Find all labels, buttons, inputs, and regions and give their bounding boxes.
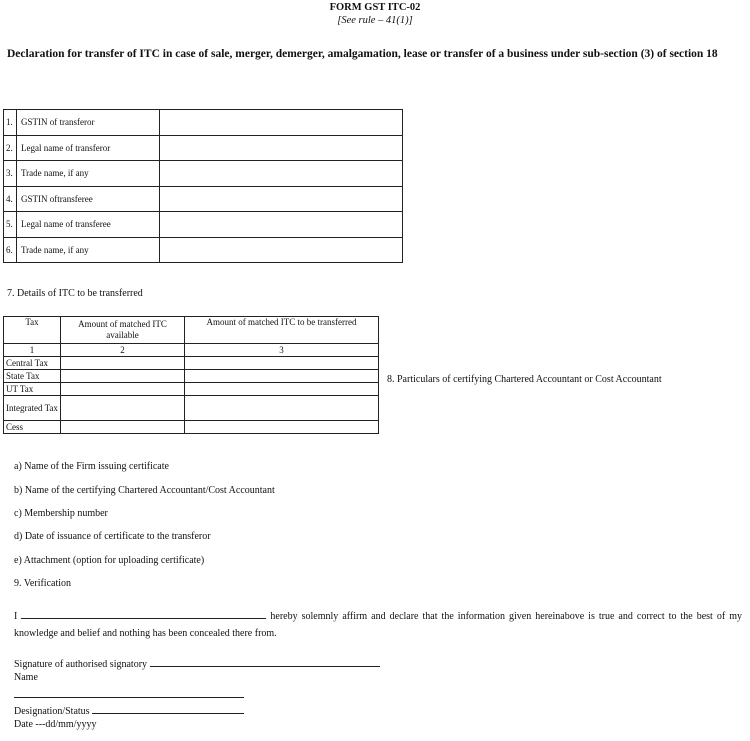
trade-name-transferee-field[interactable] bbox=[160, 237, 403, 263]
row-label: Trade name, if any bbox=[17, 161, 160, 187]
table-row bbox=[4, 135, 403, 161]
cess-transferred-field[interactable] bbox=[185, 421, 379, 434]
legal-name-transferor-field[interactable] bbox=[160, 135, 403, 161]
state-tax-available-field[interactable] bbox=[61, 370, 185, 383]
table-row bbox=[4, 396, 379, 421]
name-label: Name bbox=[14, 672, 38, 683]
legal-name-transferee-field[interactable] bbox=[160, 212, 403, 238]
column-header-available: Amount of matched ITC available bbox=[61, 317, 185, 344]
attachment-item[interactable] bbox=[14, 555, 204, 566]
ut-tax-transferred-field[interactable] bbox=[185, 383, 379, 396]
table-row bbox=[4, 370, 379, 383]
row-label: GSTIN oftransferee bbox=[17, 186, 160, 212]
designation-line bbox=[14, 703, 244, 717]
row-number: 4. bbox=[4, 186, 17, 212]
table-header-row bbox=[4, 317, 379, 344]
state-tax-transferred-field[interactable] bbox=[185, 370, 379, 383]
gstin-transferor-field[interactable] bbox=[160, 110, 403, 136]
declaration-heading: Declaration for transfer of ITC in case of sale, merger, demerger, amalgamation, lease or transfer of a business under sub-section (3) of section 18 bbox=[7, 48, 718, 60]
row-label: GSTIN of transferor bbox=[17, 110, 160, 136]
rule-reference: [See rule – 41(1)] bbox=[337, 15, 413, 26]
signature-label: Signature of authorised signatory bbox=[14, 659, 148, 670]
attachment-label: e) Attachment (option for uploading certificate) bbox=[14, 555, 205, 566]
central-tax-transferred-field[interactable] bbox=[185, 357, 379, 370]
table-row bbox=[4, 110, 403, 136]
column-number: 1 bbox=[4, 344, 61, 357]
table-row bbox=[4, 186, 403, 212]
ut-tax-available-field[interactable] bbox=[61, 383, 185, 396]
verification-prefix: I bbox=[14, 611, 18, 622]
row-label: Legal name of transferor bbox=[17, 135, 160, 161]
table-row bbox=[4, 383, 379, 396]
table-row bbox=[4, 212, 403, 238]
table-row bbox=[4, 161, 403, 187]
row-number: 3. bbox=[4, 161, 17, 187]
declarant-name-blank[interactable] bbox=[21, 608, 266, 619]
signature-blank[interactable] bbox=[150, 656, 380, 667]
table-row bbox=[4, 237, 403, 263]
verification-paragraph bbox=[14, 608, 742, 642]
row-number: 1. bbox=[4, 110, 17, 136]
signature-line bbox=[14, 656, 380, 670]
integrated-tax-available-field[interactable] bbox=[61, 396, 185, 421]
tax-type-label: State Tax bbox=[4, 370, 61, 383]
section-7-heading: 7. Details of ITC to be transferred bbox=[7, 288, 143, 299]
itc-details-table bbox=[3, 316, 379, 434]
gstin-transferee-field[interactable] bbox=[160, 186, 403, 212]
column-number: 3 bbox=[185, 344, 379, 357]
row-number: 2. bbox=[4, 135, 17, 161]
designation-label: Designation/Status bbox=[14, 706, 90, 717]
firm-name-item: a) Name of the Firm issuing certificate bbox=[14, 461, 169, 472]
tax-type-label: UT Tax bbox=[4, 383, 61, 396]
central-tax-available-field[interactable] bbox=[61, 357, 185, 370]
section-9-heading: 9. Verification bbox=[14, 578, 72, 589]
verification-text: hereby solemnly affirm and declare that the information given hereinabove is true and correct to the best of my knowledge and belief and nothing has been concealed there from. bbox=[14, 611, 742, 639]
name-blank[interactable] bbox=[14, 688, 244, 698]
trade-name-transferor-field[interactable] bbox=[160, 161, 403, 187]
column-number: 2 bbox=[61, 344, 185, 357]
row-label: Trade name, if any bbox=[17, 237, 160, 263]
row-number: 6. bbox=[4, 237, 17, 263]
transferor-transferee-table bbox=[3, 109, 403, 263]
section-8-heading: 8. Particulars of certifying Chartered Accountant or Cost Accountant bbox=[387, 374, 662, 385]
issuance-date-item: d) Date of issuance of certificate to the transferor bbox=[14, 531, 211, 542]
designation-blank[interactable] bbox=[92, 703, 244, 714]
date-label[interactable]: Date ---dd/mm/yyyy bbox=[14, 719, 97, 730]
integrated-tax-transferred-field[interactable] bbox=[185, 396, 379, 421]
column-number-row bbox=[4, 344, 379, 357]
column-header-transferred: Amount of matched ITC to be transferred bbox=[185, 317, 379, 344]
cess-available-field[interactable] bbox=[61, 421, 185, 434]
accountant-name-item: b) Name of the certifying Chartered Accountant/Cost Accountant bbox=[14, 485, 275, 496]
row-label: Legal name of transferee bbox=[17, 212, 160, 238]
column-header-tax: Tax bbox=[4, 317, 61, 344]
row-number: 5. bbox=[4, 212, 17, 238]
table-row bbox=[4, 421, 379, 434]
tax-type-label: Integrated Tax bbox=[4, 396, 61, 421]
form-title: FORM GST ITC-02 bbox=[329, 2, 421, 13]
membership-number-item: c) Membership number bbox=[14, 508, 108, 519]
table-row bbox=[4, 357, 379, 370]
tax-type-label: Central Tax bbox=[4, 357, 61, 370]
tax-type-label: Cess bbox=[4, 421, 61, 434]
